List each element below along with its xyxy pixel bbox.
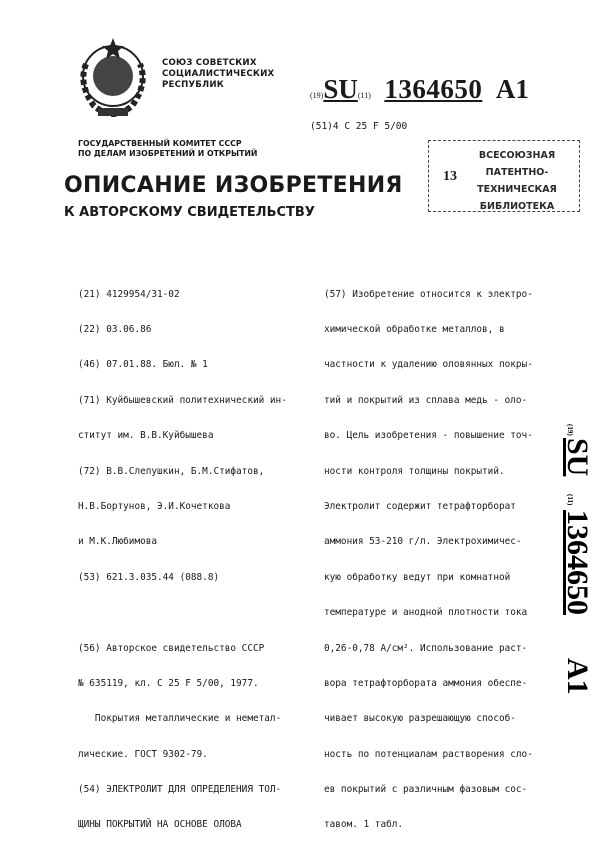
abstract-line: частности к удалению оловянных покры- <box>324 359 533 371</box>
stamp-line: ВСЕСОЮЗНАЯ <box>478 150 556 161</box>
bib-line: (72) В.В.Слепушкин, Б.М.Стифатов, <box>78 465 265 477</box>
stamp-line: ТЕХНИЧЕСКАЯ <box>477 184 557 195</box>
patent-number <box>310 74 529 111</box>
stamp-line: БИБЛИОТЕКА <box>479 201 555 212</box>
country-code: SU <box>323 74 358 104</box>
bib-line: и М.К.Любимова <box>78 536 158 548</box>
abstract-line: тий и покрытий из сплава медь - оло- <box>324 394 528 406</box>
bib-line: (21) 4129954/31-02 <box>78 288 180 300</box>
abstract-line: кую обработку ведут при комнатной <box>324 571 511 583</box>
abstract-line: тавом. 1 табл. <box>324 819 404 831</box>
state-emblem <box>72 34 154 120</box>
kind-code: A1 <box>495 74 529 104</box>
vertical-kind-code: A1 <box>561 658 594 695</box>
bib-line: (71) Куйбышевский политехнический ин- <box>78 394 287 406</box>
bib-line: (53) 621.3.035.44 (088.8) <box>78 571 220 583</box>
code-19: (19) <box>310 91 324 100</box>
vertical-country-code: SU <box>561 438 594 477</box>
bib-line: Покрытия металлические и неметал- <box>78 713 282 725</box>
abstract-line: чивает высокую разрешающую способ- <box>324 713 516 725</box>
abstract-line: во. Цель изобретения - повышение точ- <box>324 430 533 442</box>
ipc-classification: (51)4 C 25 F 5/00 <box>310 121 408 132</box>
document-number: 1364650 <box>384 74 483 104</box>
abstract-line: 0,26-0,78 А/см². Использование раст- <box>324 642 528 654</box>
abstract-line: (57) Изобретение относится к электро- <box>324 288 533 300</box>
stamp-number: 13 <box>443 169 457 184</box>
state-name <box>162 58 274 91</box>
abstract-line: Электролит содержит тетрафторборат <box>324 500 516 512</box>
state-line: СОЦИАЛИСТИЧЕСКИХ <box>162 69 275 79</box>
bib-line: (22) 03.06.86 <box>78 323 152 335</box>
library-stamp <box>428 140 580 212</box>
abstract-line: вора тетрафторбората аммония обеспе- <box>324 677 528 689</box>
abstract-line: ев покрытий с различным фазовым сос- <box>324 784 528 796</box>
abstract-line: ность по потенциалам растворения сло- <box>324 748 533 760</box>
bib-line: лические. ГОСТ 9302-79. <box>78 748 208 760</box>
bib-line: (46) 07.01.88. Бюл. № 1 <box>78 359 208 371</box>
bib-line <box>78 607 318 619</box>
state-line: СОЮЗ СОВЕТСКИХ <box>162 58 257 68</box>
abstract-line: температуре и анодной плотности тока <box>324 607 528 619</box>
state-line: РЕСПУБЛИК <box>162 80 224 90</box>
bib-line: Н.В.Бортунов, Э.И.Кочеткова <box>78 500 231 512</box>
bib-line: ЩИНЫ ПОКРЫТИЙ НА ОСНОВЕ ОЛОВА <box>78 819 242 831</box>
abstract-line: химической обработке металлов, в <box>324 323 505 335</box>
bibliographic-data <box>78 265 318 843</box>
document-title: ОПИСАНИЕ ИЗОБРЕТЕНИЯ <box>64 173 403 198</box>
vertical-patent-number <box>520 420 594 720</box>
abstract-line: ности контроля толщины покрытий. <box>324 465 505 477</box>
committee-line: ГОСУДАРСТВЕННЫЙ КОМИТЕТ СССР <box>78 139 242 148</box>
vertical-code-19: (19) <box>566 424 574 436</box>
abstract-line: аммония 53-210 г/л. Электрохимичес- <box>324 536 522 548</box>
document-subtitle: К АВТОРСКОМУ СВИДЕТЕЛЬСТВУ <box>64 205 315 220</box>
bib-line: (56) Авторское свидетельство СССР <box>78 642 265 654</box>
code-11: (11) <box>357 91 371 100</box>
bib-line: (54) ЭЛЕКТРОЛИТ ДЛЯ ОПРЕДЕЛЕНИЯ ТОЛ- <box>78 784 282 796</box>
bib-line: № 635119, кл. С 25 F 5/00, 1977. <box>78 677 259 689</box>
vertical-document-number: 1364650 <box>561 510 594 615</box>
vertical-code-11: (11) <box>566 494 574 506</box>
committee-line: ПО ДЕЛАМ ИЗОБРЕТЕНИЙ И ОТКРЫТИЙ <box>78 149 258 158</box>
committee-name <box>78 139 257 159</box>
bib-line: ститут им. В.В.Куйбышева <box>78 430 214 442</box>
stamp-line: ПАТЕНТНО- <box>485 167 549 178</box>
